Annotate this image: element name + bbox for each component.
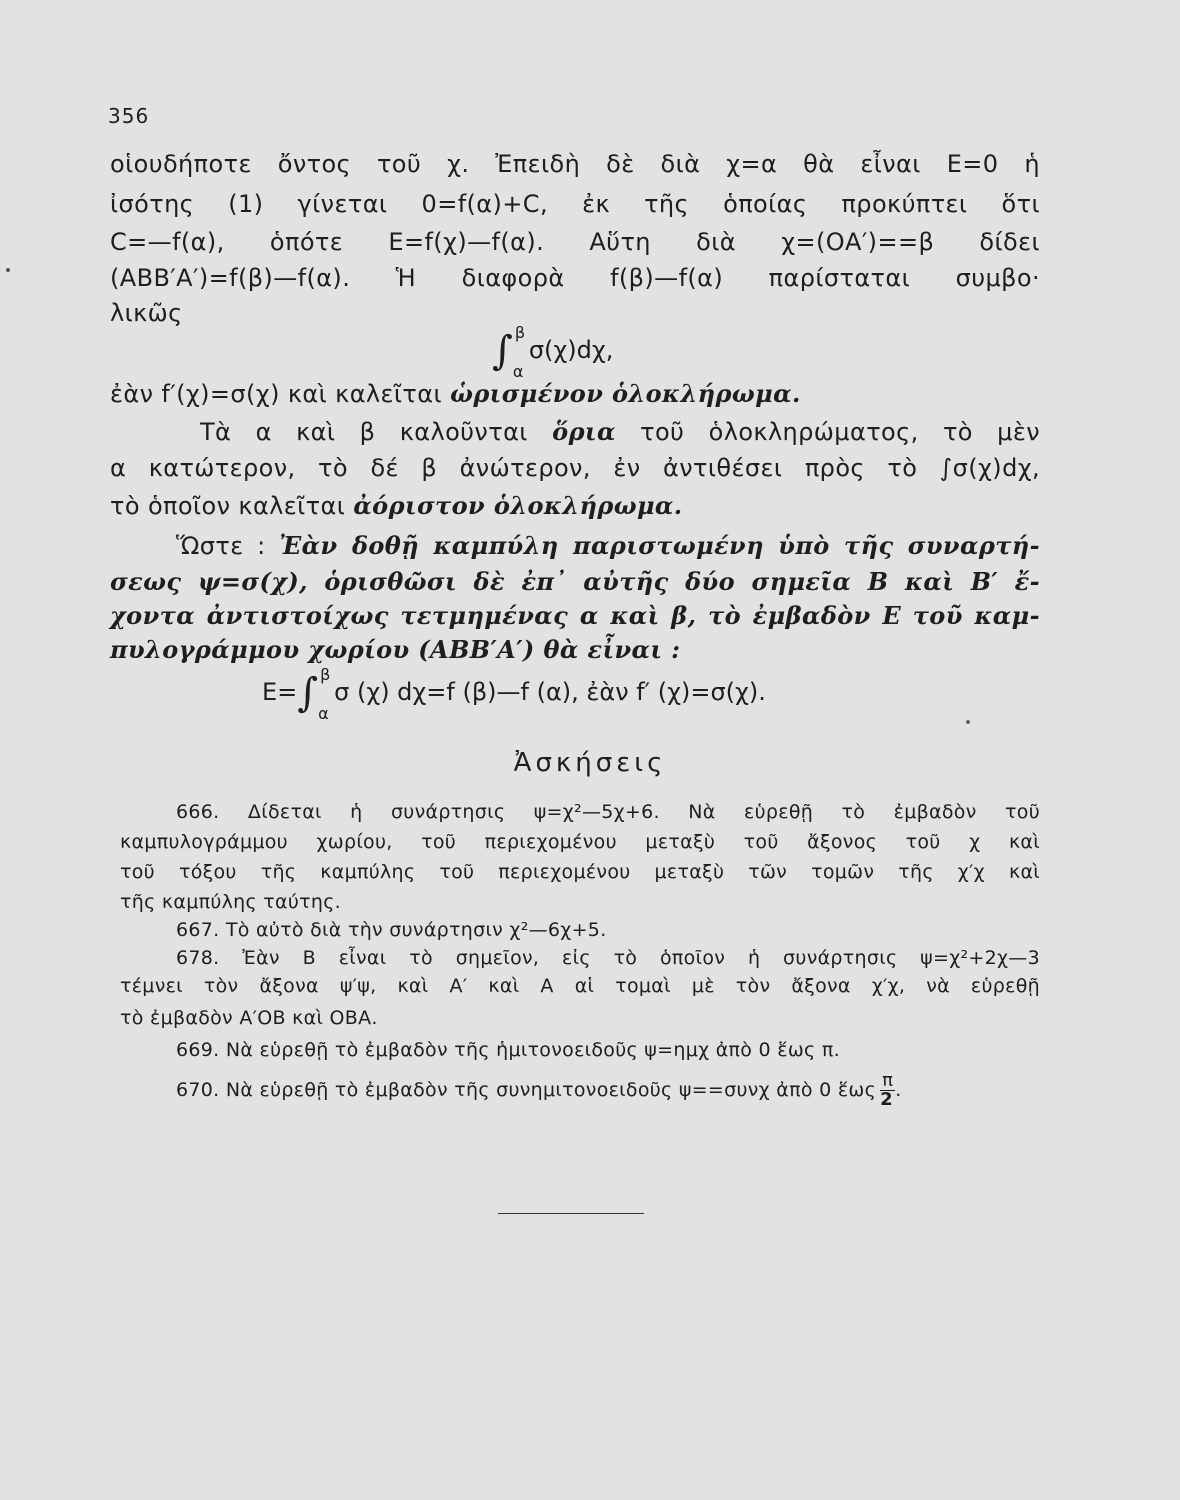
exercise-line: 669. Νὰ εὑρεθῇ τὸ ἐμβαδὸν τῆς ἡμιτονοειδοῦς ψ=ημχ ἀπὸ 0 ἕως π.	[176, 1039, 840, 1061]
body-line: (ΑΒΒ′Α′)=f(β)—f(α). Ἡ διαφορὰ f(β)—f(α) παρίσταται συμβο·	[110, 264, 1040, 292]
fraction-denominator: 2	[880, 1089, 893, 1110]
section-divider	[498, 1213, 644, 1214]
formula-lhs: Ε=	[262, 678, 298, 706]
integral-sign: ∫	[297, 670, 319, 716]
exercise-line: 667. Τὸ αὐτὸ διὰ τὴν συνάρτησιν χ²—6χ+5.	[176, 919, 607, 941]
text-span: 670. Νὰ εὑρεθῇ τὸ ἐμβαδὸν τῆς συνημιτονοειδοῦς ψ==συνχ ἀπὸ 0 ἕως	[176, 1079, 877, 1101]
exercise-line: 678. Ἐὰν Β εἶναι τὸ σημεῖον, εἰς τὸ ὁποῖον ἡ συνάρτησις ψ=χ²+2χ—3	[176, 947, 1040, 969]
formula-rhs: σ (χ) dχ=f (β)—f (α), ἐὰν f′ (χ)=σ(χ).	[334, 678, 766, 706]
text-span: Τὰ α καὶ β καλοῦνται	[200, 418, 528, 446]
body-line: α κατώτερον, τὸ δέ β ἀνώτερον, ἐν ἀντιθέσει πρὸς τὸ ∫σ(χ)dχ,	[110, 454, 1040, 482]
theorem-line: χοντα ἀντιστοίχως τετμημένας α καὶ β, τὸ ἐμβαδὸν Ε τοῦ καμ-	[110, 601, 1040, 630]
fraction-pi-over-2	[880, 1072, 895, 1109]
integral-lower-limit: α	[318, 704, 329, 723]
fraction-numerator: π	[882, 1070, 894, 1091]
body-line: λικῶς	[110, 299, 183, 327]
text-span: Ὥστε :	[176, 532, 266, 560]
theorem-text: Ἐὰν δοθῇ καμπύλη παριστωμένη ὑπὸ τῆς συναρτή-	[279, 531, 1040, 560]
page-speck	[966, 720, 970, 724]
exercise-line: τοῦ τόξου τῆς καμπύλης τοῦ περιεχομένου μεταξὺ τῶν τομῶν τῆς χ′χ καὶ	[120, 861, 1040, 883]
definite-integral	[492, 322, 614, 381]
theorem-line	[176, 530, 1040, 562]
area-formula	[262, 664, 766, 723]
exercise-line	[176, 1072, 1096, 1109]
integrand: σ(χ)dχ,	[528, 336, 614, 364]
body-line	[200, 416, 1040, 448]
exercise-line: καμπυλογράμμου χωρίου, τοῦ περιεχομένου μεταξὺ τοῦ ἄξονος τοῦ χ καὶ	[120, 831, 1040, 853]
term-definite-integral: ὡρισμένον ὁλοκλήρωμα.	[450, 379, 801, 408]
term-indefinite-integral: ἀόριστον ὁλοκλήρωμα.	[353, 491, 683, 520]
exercise-line: τῆς καμπύλης ταύτης.	[120, 891, 342, 913]
exercise-line: 666. Δίδεται ἡ συνάρτησις ψ=χ²—5χ+6. Νὰ εὑρεθῇ τὸ ἐμβαδὸν τοῦ	[176, 801, 1040, 823]
definition-text: ἐὰν f′(χ)=σ(χ) καὶ καλεῖται	[110, 380, 443, 408]
exercise-line: τέμνει τὸν ἄξονα ψ′ψ, καὶ Α′ καὶ Α αἱ τομαὶ μὲ τὸν ἄξονα χ′χ, νὰ εὑρεθῇ	[120, 975, 1040, 997]
page-speck	[6, 268, 10, 272]
text-span: τοῦ ὁλοκληρώματος, τὸ μὲν	[640, 418, 1041, 446]
term-limits: ὅρια	[552, 417, 616, 446]
integral-upper-limit: β	[514, 323, 526, 342]
body-line: C=—f(α), ὁπότε Ε=f(χ)—f(α). Αὕτη διὰ χ=(ΟΑ′)==β δίδει	[110, 228, 1040, 256]
page-number: 356	[108, 104, 150, 128]
body-line: ἰσότης (1) γίνεται 0=f(α)+C, ἐκ τῆς ὁποίας προκύπτει ὅτι	[110, 190, 1040, 218]
theorem-line: πυλογράμμου χωρίου (ΑΒΒ′Α′) θὰ εἶναι :	[110, 635, 681, 664]
text-span: .	[895, 1079, 902, 1101]
integral-upper-limit: β	[320, 665, 331, 684]
section-heading: Ἀσκήσεις	[513, 748, 667, 778]
integral-sign: ∫	[492, 328, 513, 374]
theorem-line: σεως ψ=σ(χ), ὁρισθῶσι δὲ ἐπ᾽ αὐτῆς δύο σημεῖα Β καὶ Β′ ἔ-	[110, 567, 1040, 596]
body-line: οἱουδήποτε ὄντος τοῦ χ. Ἐπειδὴ δὲ διὰ χ=α θὰ εἶναι Ε=0 ἡ	[110, 150, 1040, 178]
integral-lower-limit: α	[512, 362, 524, 381]
text-span: τὸ ὁποῖον καλεῖται	[110, 492, 346, 520]
body-line	[110, 490, 1040, 522]
definition-line	[110, 378, 1040, 410]
exercise-line: τὸ ἐμβαδὸν Α′ΟΒ καὶ ΟΒΑ.	[120, 1007, 378, 1029]
